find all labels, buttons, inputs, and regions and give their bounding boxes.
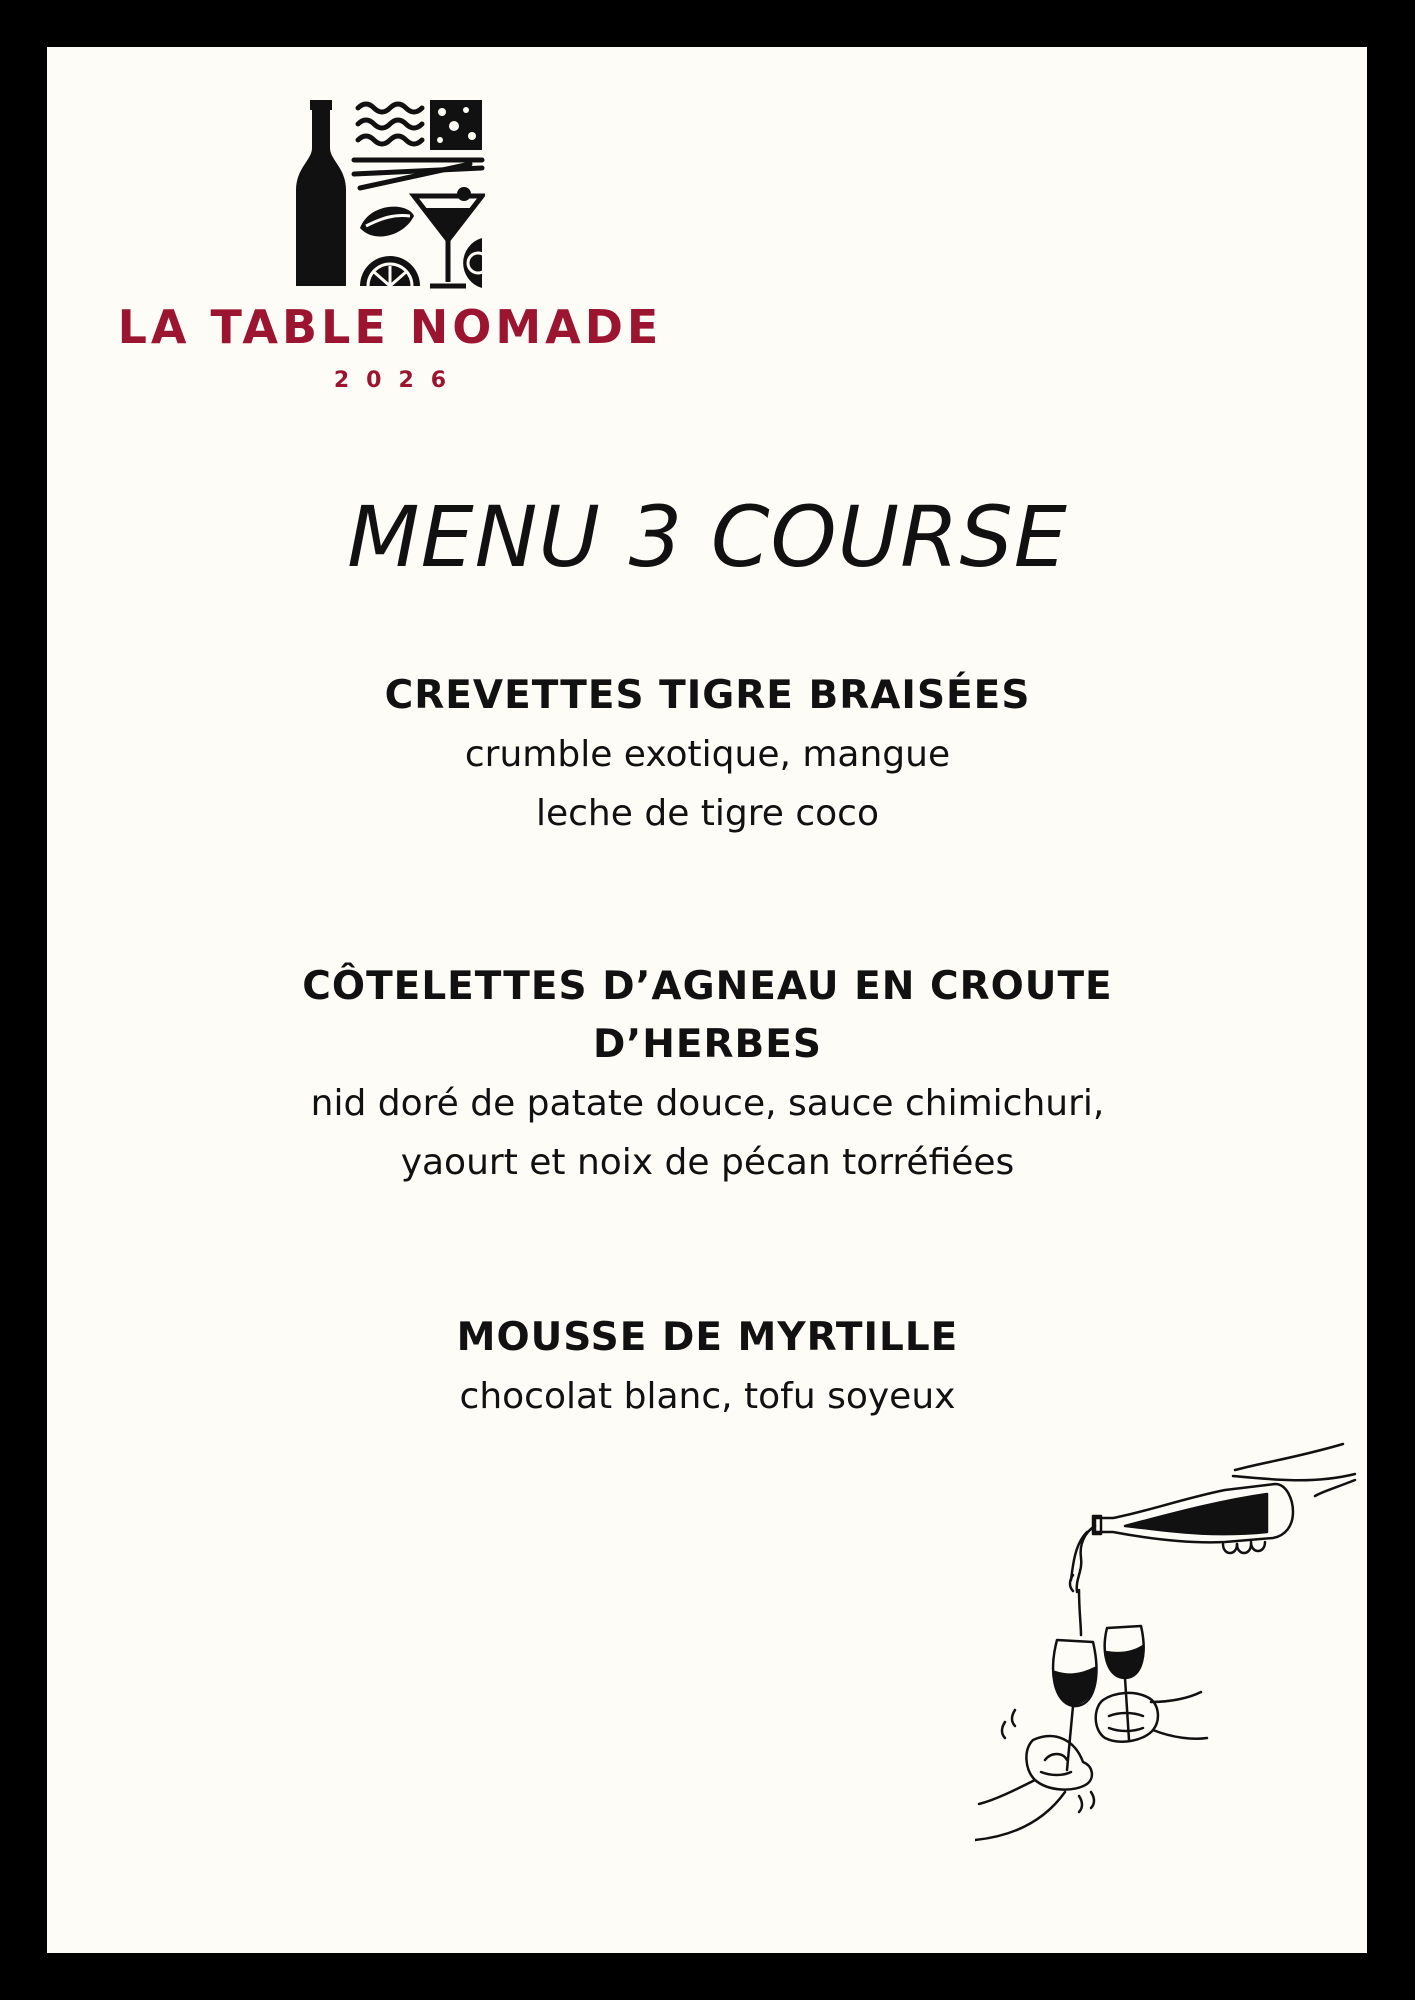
leaf-icon [360, 207, 414, 237]
skewers-icon [354, 160, 482, 188]
logo-mark [290, 98, 485, 293]
course-starter [0, 667, 1415, 843]
wine-bottle-icon [296, 100, 346, 286]
course-description: nid doré de patate douce, sauce chimichuri, [310, 1083, 1105, 1124]
course-name: CÔTELETTES D’AGNEAU EN CROUTE [302, 964, 1113, 1009]
course-name: D’HERBES [593, 1022, 822, 1067]
course-description: crumble exotique, mangue [464, 734, 951, 775]
brand-year: 2026 [333, 368, 464, 393]
course-dessert [0, 1309, 1415, 1426]
course-name: MOUSSE DE MYRTILLE [456, 1315, 959, 1360]
wine-pouring-toast-icon [975, 1440, 1375, 1850]
course-description: chocolat blanc, tofu soyeux [459, 1376, 956, 1417]
brand-name: LA TABLE NOMADE [117, 300, 663, 354]
dots-tile-icon [430, 100, 482, 150]
course-description: leche de tigre coco [535, 793, 879, 834]
course-description: yaourt et noix de pécan torréfiées [400, 1142, 1015, 1183]
waves-icon [358, 104, 422, 144]
course-main [0, 958, 1415, 1192]
citrus-slice-icon [360, 238, 485, 288]
course-name: CREVETTES TIGRE BRAISÉES [384, 673, 1031, 718]
menu-title: MENU 3 COURSE [347, 488, 1068, 586]
